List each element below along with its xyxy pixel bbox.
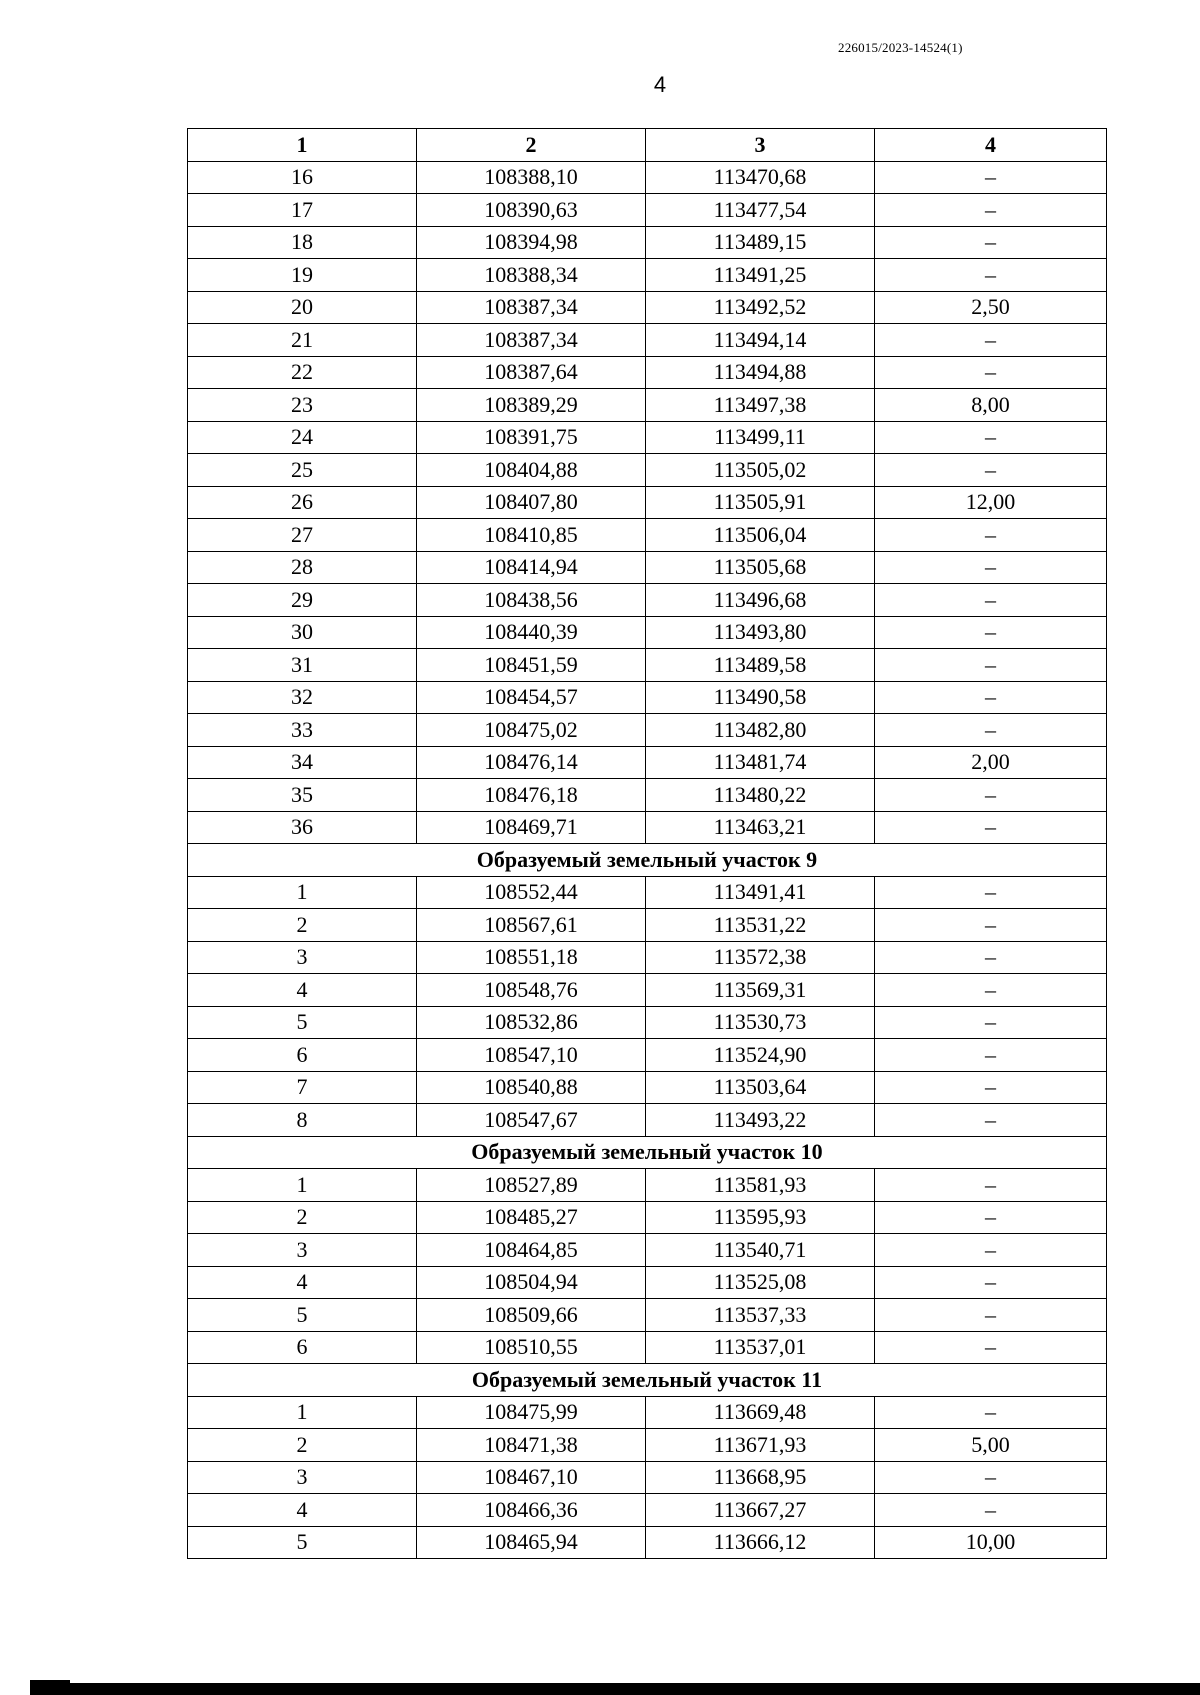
distance-cell: – <box>875 714 1107 747</box>
distance-cell: – <box>875 1039 1107 1072</box>
x-coordinate-cell: 108407,80 <box>417 486 646 519</box>
section-header-row <box>188 1136 1107 1169</box>
table-row <box>188 356 1107 389</box>
point-number-cell: 6 <box>188 1331 417 1364</box>
table-row <box>188 1461 1107 1494</box>
y-coordinate-cell: 113537,01 <box>646 1331 875 1364</box>
distance-cell: – <box>875 259 1107 292</box>
point-number-cell: 22 <box>188 356 417 389</box>
point-number-cell: 8 <box>188 1104 417 1137</box>
table-row <box>188 746 1107 779</box>
y-coordinate-cell: 113505,91 <box>646 486 875 519</box>
x-coordinate-cell: 108464,85 <box>417 1234 646 1267</box>
x-coordinate-cell: 108387,34 <box>417 291 646 324</box>
column-header: 4 <box>875 129 1107 162</box>
point-number-cell: 3 <box>188 941 417 974</box>
y-coordinate-cell: 113530,73 <box>646 1006 875 1039</box>
y-coordinate-cell: 113668,95 <box>646 1461 875 1494</box>
x-coordinate-cell: 108504,94 <box>417 1266 646 1299</box>
x-coordinate-cell: 108387,64 <box>417 356 646 389</box>
x-coordinate-cell: 108414,94 <box>417 551 646 584</box>
y-coordinate-cell: 113525,08 <box>646 1266 875 1299</box>
x-coordinate-cell: 108440,39 <box>417 616 646 649</box>
distance-cell: – <box>875 421 1107 454</box>
distance-cell: – <box>875 811 1107 844</box>
point-number-cell: 1 <box>188 1169 417 1202</box>
table-row <box>188 1526 1107 1559</box>
y-coordinate-cell: 113493,22 <box>646 1104 875 1137</box>
table-row <box>188 1331 1107 1364</box>
distance-cell: – <box>875 584 1107 617</box>
distance-cell: 10,00 <box>875 1526 1107 1559</box>
x-coordinate-cell: 108485,27 <box>417 1201 646 1234</box>
distance-cell: – <box>875 1006 1107 1039</box>
x-coordinate-cell: 108389,29 <box>417 389 646 422</box>
column-header: 3 <box>646 129 875 162</box>
y-coordinate-cell: 113499,11 <box>646 421 875 454</box>
y-coordinate-cell: 113581,93 <box>646 1169 875 1202</box>
point-number-cell: 32 <box>188 681 417 714</box>
table-row <box>188 1396 1107 1429</box>
y-coordinate-cell: 113463,21 <box>646 811 875 844</box>
x-coordinate-cell: 108567,61 <box>417 909 646 942</box>
y-coordinate-cell: 113524,90 <box>646 1039 875 1072</box>
point-number-cell: 17 <box>188 194 417 227</box>
distance-cell: – <box>875 226 1107 259</box>
y-coordinate-cell: 113491,41 <box>646 876 875 909</box>
point-number-cell: 5 <box>188 1526 417 1559</box>
table-row <box>188 616 1107 649</box>
point-number-cell: 30 <box>188 616 417 649</box>
distance-cell: – <box>875 1266 1107 1299</box>
x-coordinate-cell: 108391,75 <box>417 421 646 454</box>
x-coordinate-cell: 108388,10 <box>417 161 646 194</box>
table-row <box>188 1169 1107 1202</box>
x-coordinate-cell: 108438,56 <box>417 584 646 617</box>
y-coordinate-cell: 113470,68 <box>646 161 875 194</box>
y-coordinate-cell: 113497,38 <box>646 389 875 422</box>
table-row <box>188 681 1107 714</box>
distance-cell: – <box>875 324 1107 357</box>
section-title: Образуемый земельный участок 11 <box>188 1364 1107 1397</box>
table-row <box>188 1299 1107 1332</box>
point-number-cell: 3 <box>188 1461 417 1494</box>
point-number-cell: 4 <box>188 1266 417 1299</box>
distance-cell: – <box>875 649 1107 682</box>
table-row <box>188 389 1107 422</box>
point-number-cell: 36 <box>188 811 417 844</box>
distance-cell: 12,00 <box>875 486 1107 519</box>
distance-cell: – <box>875 1071 1107 1104</box>
table-row <box>188 1071 1107 1104</box>
column-header: 2 <box>417 129 646 162</box>
distance-cell: 2,50 <box>875 291 1107 324</box>
y-coordinate-cell: 113569,31 <box>646 974 875 1007</box>
distance-cell: – <box>875 551 1107 584</box>
point-number-cell: 20 <box>188 291 417 324</box>
table-row <box>188 259 1107 292</box>
y-coordinate-cell: 113669,48 <box>646 1396 875 1429</box>
point-number-cell: 23 <box>188 389 417 422</box>
table-row <box>188 941 1107 974</box>
table-row <box>188 974 1107 1007</box>
distance-cell: – <box>875 779 1107 812</box>
y-coordinate-cell: 113595,93 <box>646 1201 875 1234</box>
column-header: 1 <box>188 129 417 162</box>
point-number-cell: 16 <box>188 161 417 194</box>
point-number-cell: 35 <box>188 779 417 812</box>
section-title: Образуемый земельный участок 9 <box>188 844 1107 877</box>
point-number-cell: 3 <box>188 1234 417 1267</box>
distance-cell: – <box>875 1396 1107 1429</box>
y-coordinate-cell: 113477,54 <box>646 194 875 227</box>
point-number-cell: 28 <box>188 551 417 584</box>
point-number-cell: 5 <box>188 1006 417 1039</box>
y-coordinate-cell: 113482,80 <box>646 714 875 747</box>
table-row <box>188 909 1107 942</box>
table-row <box>188 324 1107 357</box>
x-coordinate-cell: 108527,89 <box>417 1169 646 1202</box>
table-row <box>188 649 1107 682</box>
y-coordinate-cell: 113492,52 <box>646 291 875 324</box>
point-number-cell: 27 <box>188 519 417 552</box>
table-row <box>188 1494 1107 1527</box>
table-row <box>188 421 1107 454</box>
distance-cell: – <box>875 1169 1107 1202</box>
table-row <box>188 1234 1107 1267</box>
y-coordinate-cell: 113531,22 <box>646 909 875 942</box>
table-body <box>188 161 1107 1559</box>
distance-cell: – <box>875 519 1107 552</box>
distance-cell: 5,00 <box>875 1429 1107 1462</box>
x-coordinate-cell: 108404,88 <box>417 454 646 487</box>
point-number-cell: 4 <box>188 1494 417 1527</box>
point-number-cell: 29 <box>188 584 417 617</box>
table-row <box>188 226 1107 259</box>
x-coordinate-cell: 108547,10 <box>417 1039 646 1072</box>
distance-cell: – <box>875 1201 1107 1234</box>
point-number-cell: 33 <box>188 714 417 747</box>
point-number-cell: 31 <box>188 649 417 682</box>
y-coordinate-cell: 113540,71 <box>646 1234 875 1267</box>
y-coordinate-cell: 113481,74 <box>646 746 875 779</box>
y-coordinate-cell: 113667,27 <box>646 1494 875 1527</box>
distance-cell: – <box>875 454 1107 487</box>
distance-cell: – <box>875 1299 1107 1332</box>
point-number-cell: 21 <box>188 324 417 357</box>
x-coordinate-cell: 108394,98 <box>417 226 646 259</box>
x-coordinate-cell: 108552,44 <box>417 876 646 909</box>
distance-cell: – <box>875 909 1107 942</box>
x-coordinate-cell: 108510,55 <box>417 1331 646 1364</box>
x-coordinate-cell: 108466,36 <box>417 1494 646 1527</box>
x-coordinate-cell: 108390,63 <box>417 194 646 227</box>
y-coordinate-cell: 113666,12 <box>646 1526 875 1559</box>
distance-cell: 2,00 <box>875 746 1107 779</box>
distance-cell: – <box>875 681 1107 714</box>
table-row <box>188 454 1107 487</box>
table-row <box>188 551 1107 584</box>
section-header-row <box>188 1364 1107 1397</box>
distance-cell: – <box>875 876 1107 909</box>
x-coordinate-cell: 108471,38 <box>417 1429 646 1462</box>
distance-cell: – <box>875 1331 1107 1364</box>
x-coordinate-cell: 108476,14 <box>417 746 646 779</box>
point-number-cell: 6 <box>188 1039 417 1072</box>
x-coordinate-cell: 108532,86 <box>417 1006 646 1039</box>
y-coordinate-cell: 113505,02 <box>646 454 875 487</box>
y-coordinate-cell: 113480,22 <box>646 779 875 812</box>
y-coordinate-cell: 113506,04 <box>646 519 875 552</box>
distance-cell: – <box>875 1104 1107 1137</box>
y-coordinate-cell: 113494,88 <box>646 356 875 389</box>
document-id: 226015/2023-14524(1) <box>838 40 963 55</box>
section-header-row <box>188 844 1107 877</box>
table-row <box>188 1104 1107 1137</box>
table-row <box>188 1006 1107 1039</box>
point-number-cell: 1 <box>188 1396 417 1429</box>
x-coordinate-cell: 108509,66 <box>417 1299 646 1332</box>
table-row <box>188 779 1107 812</box>
x-coordinate-cell: 108451,59 <box>417 649 646 682</box>
y-coordinate-cell: 113496,68 <box>646 584 875 617</box>
table-row <box>188 811 1107 844</box>
point-number-cell: 24 <box>188 421 417 454</box>
x-coordinate-cell: 108469,71 <box>417 811 646 844</box>
point-number-cell: 19 <box>188 259 417 292</box>
point-number-cell: 7 <box>188 1071 417 1104</box>
y-coordinate-cell: 113503,64 <box>646 1071 875 1104</box>
table-row <box>188 519 1107 552</box>
x-coordinate-cell: 108475,99 <box>417 1396 646 1429</box>
point-number-cell: 5 <box>188 1299 417 1332</box>
point-number-cell: 2 <box>188 1201 417 1234</box>
x-coordinate-cell: 108454,57 <box>417 681 646 714</box>
distance-cell: 8,00 <box>875 389 1107 422</box>
distance-cell: – <box>875 194 1107 227</box>
x-coordinate-cell: 108410,85 <box>417 519 646 552</box>
scan-bottom-edge <box>30 1683 1200 1695</box>
point-number-cell: 25 <box>188 454 417 487</box>
distance-cell: – <box>875 1234 1107 1267</box>
table-row <box>188 876 1107 909</box>
y-coordinate-cell: 113494,14 <box>646 324 875 357</box>
y-coordinate-cell: 113490,58 <box>646 681 875 714</box>
x-coordinate-cell: 108387,34 <box>417 324 646 357</box>
table-row <box>188 194 1107 227</box>
distance-cell: – <box>875 1494 1107 1527</box>
x-coordinate-cell: 108388,34 <box>417 259 646 292</box>
table-header-row <box>188 129 1107 162</box>
y-coordinate-cell: 113489,58 <box>646 649 875 682</box>
x-coordinate-cell: 108548,76 <box>417 974 646 1007</box>
x-coordinate-cell: 108475,02 <box>417 714 646 747</box>
point-number-cell: 4 <box>188 974 417 1007</box>
table-row <box>188 486 1107 519</box>
point-number-cell: 18 <box>188 226 417 259</box>
point-number-cell: 26 <box>188 486 417 519</box>
table-row <box>188 1266 1107 1299</box>
distance-cell: – <box>875 1461 1107 1494</box>
x-coordinate-cell: 108467,10 <box>417 1461 646 1494</box>
table-row <box>188 161 1107 194</box>
table-row <box>188 584 1107 617</box>
page-number: 4 <box>653 72 667 97</box>
distance-cell: – <box>875 616 1107 649</box>
y-coordinate-cell: 113537,33 <box>646 1299 875 1332</box>
distance-cell: – <box>875 941 1107 974</box>
distance-cell: – <box>875 356 1107 389</box>
y-coordinate-cell: 113671,93 <box>646 1429 875 1462</box>
coordinates-table <box>187 128 1107 1559</box>
y-coordinate-cell: 113491,25 <box>646 259 875 292</box>
table-row <box>188 714 1107 747</box>
y-coordinate-cell: 113505,68 <box>646 551 875 584</box>
table-row <box>188 1039 1107 1072</box>
y-coordinate-cell: 113572,38 <box>646 941 875 974</box>
point-number-cell: 2 <box>188 1429 417 1462</box>
table-row <box>188 291 1107 324</box>
x-coordinate-cell: 108476,18 <box>417 779 646 812</box>
x-coordinate-cell: 108540,88 <box>417 1071 646 1104</box>
point-number-cell: 1 <box>188 876 417 909</box>
table-row <box>188 1201 1107 1234</box>
x-coordinate-cell: 108465,94 <box>417 1526 646 1559</box>
table-row <box>188 1429 1107 1462</box>
point-number-cell: 34 <box>188 746 417 779</box>
section-title: Образуемый земельный участок 10 <box>188 1136 1107 1169</box>
point-number-cell: 2 <box>188 909 417 942</box>
x-coordinate-cell: 108547,67 <box>417 1104 646 1137</box>
y-coordinate-cell: 113489,15 <box>646 226 875 259</box>
distance-cell: – <box>875 974 1107 1007</box>
x-coordinate-cell: 108551,18 <box>417 941 646 974</box>
distance-cell: – <box>875 161 1107 194</box>
y-coordinate-cell: 113493,80 <box>646 616 875 649</box>
